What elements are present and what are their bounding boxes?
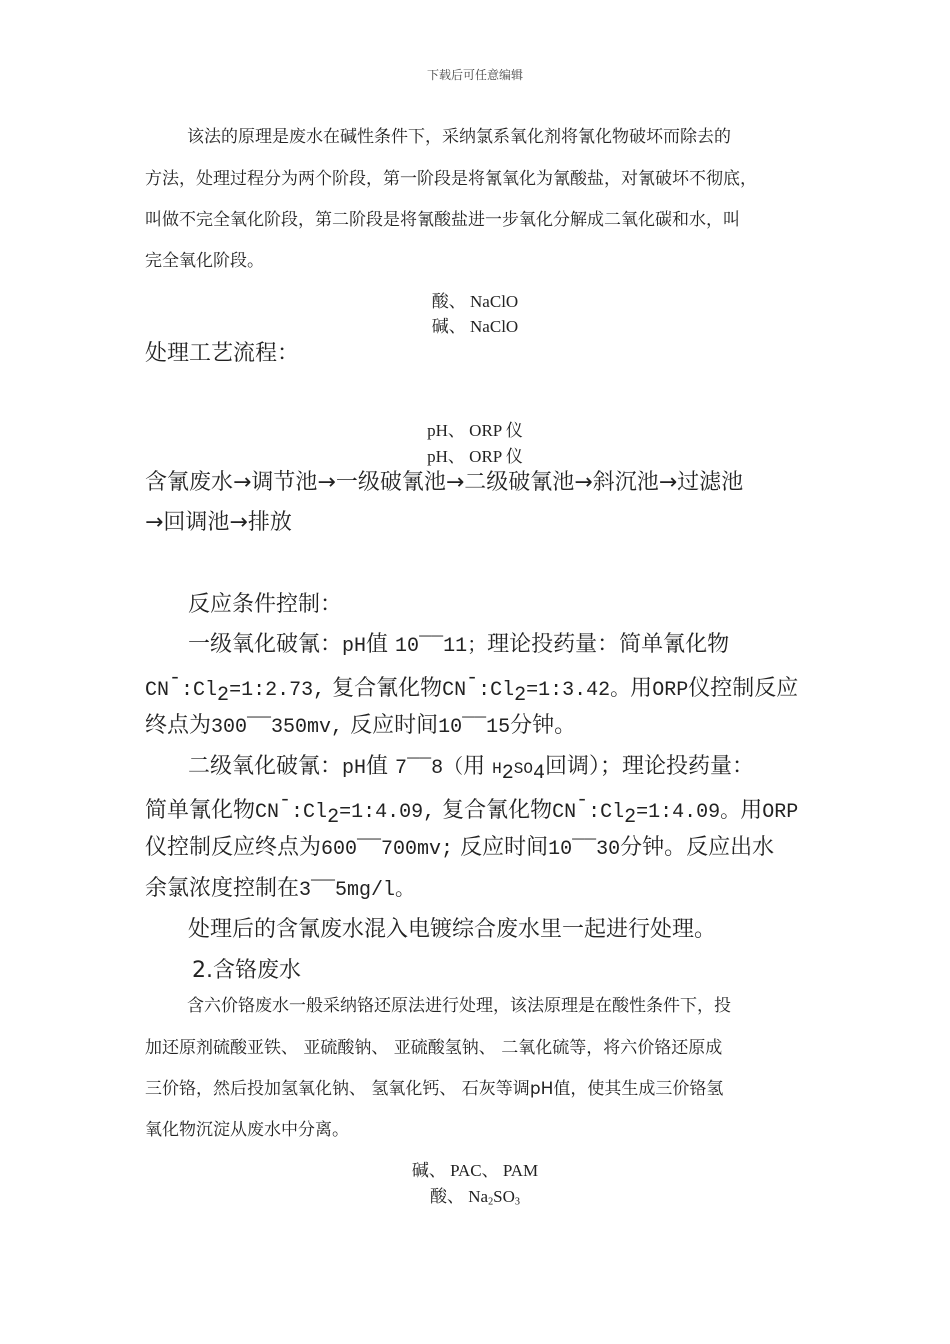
para1-line2: 方法，处理过程分为两个阶段，第一阶段是将氰氧化为氰酸盐，对氰破坏不彻底， (145, 169, 757, 189)
stage1-line2: $CN^-:Cl_2=1:2.73$, 复合氰化物$CN^-:Cl_2=1:3.42$。用ORP仪控制反应 (145, 667, 799, 707)
section-2-heading: 2.含铬废水 (192, 958, 301, 983)
para1-line3: 叫做不完全氧化阶段，第二阶段是将氰酸盐进一步氧化分解成二氧化碳和水，叫 (145, 210, 740, 230)
page-header: 下载后可任意编辑 (426, 68, 523, 82)
instrument-label-1: pH、 ORP 仪 (427, 421, 523, 440)
stage2-line2: 简单氰化物$CN^-:Cl_2=1:4.09$, 复合氰化物$CN^-:Cl_2=1:4.09$。用ORP (145, 789, 799, 829)
flow-title: 处理工艺流程： (145, 341, 300, 366)
reagent-label-alkali: 碱、 NaClO (431, 317, 519, 336)
flow-line-2: →回调池→排放 (145, 510, 292, 535)
reagent-label-acid: 酸、 NaClO (431, 292, 519, 311)
stage2-line4: 余氯浓度控制在3‾‾5mg/l。 (145, 876, 416, 902)
stage1-line1: 一级氧化破氰：pH值 10‾‾11；理论投药量：简单氰化物 (188, 632, 730, 658)
instrument-label-2: pH、 ORP 仪 (427, 447, 523, 466)
reagent2-label-alkali: 碱、 PAC、 PAM (411, 1161, 539, 1180)
para2-line2: 加还原剂硫酸亚铁、 亚硫酸钠、 亚硫酸氢钠、 二氧化硫等，将六价铬还原成 (145, 1038, 723, 1058)
flow-line-1: 含氰废水→调节池→一级破氰池→二级破氰池→斜沉池→过滤池 (145, 470, 744, 495)
para1-line4: 完全氧化阶段。 (145, 251, 264, 271)
stage1-line3: 终点为300‾‾350mv, 反应时间10‾‾15分钟。 (145, 713, 577, 739)
conditions-title: 反应条件控制： (188, 592, 343, 617)
para2-line4: 氧化物沉淀从废水中分离。 (145, 1120, 349, 1140)
stage2-line1: 二级氧化破氰：pH值 7‾‾8（用 $H_2SO_4$回调）；理论投药量： (188, 754, 754, 785)
para2-line1: 含六价铬废水一般采纳铬还原法进行处理，该法原理是在酸性条件下，投 (187, 996, 731, 1016)
after-treatment-text: 处理后的含氰废水混入电镀综合废水里一起进行处理。 (188, 917, 717, 942)
stage2-line3: 仪控制反应终点为600‾‾700mv; 反应时间10‾‾30分钟。反应出水 (145, 835, 775, 861)
para2-line3: 三价铬，然后投加氢氧化钠、 氢氧化钙、 石灰等调pH值，使其生成三价铬氢 (145, 1079, 724, 1099)
reagent2-label-acid: 酸、 $Na_2SO_3$ (430, 1187, 520, 1208)
para1-line1: 该法的原理是废水在碱性条件下，采纳氯系氧化剂将氰化物破坏而除去的 (187, 127, 731, 147)
